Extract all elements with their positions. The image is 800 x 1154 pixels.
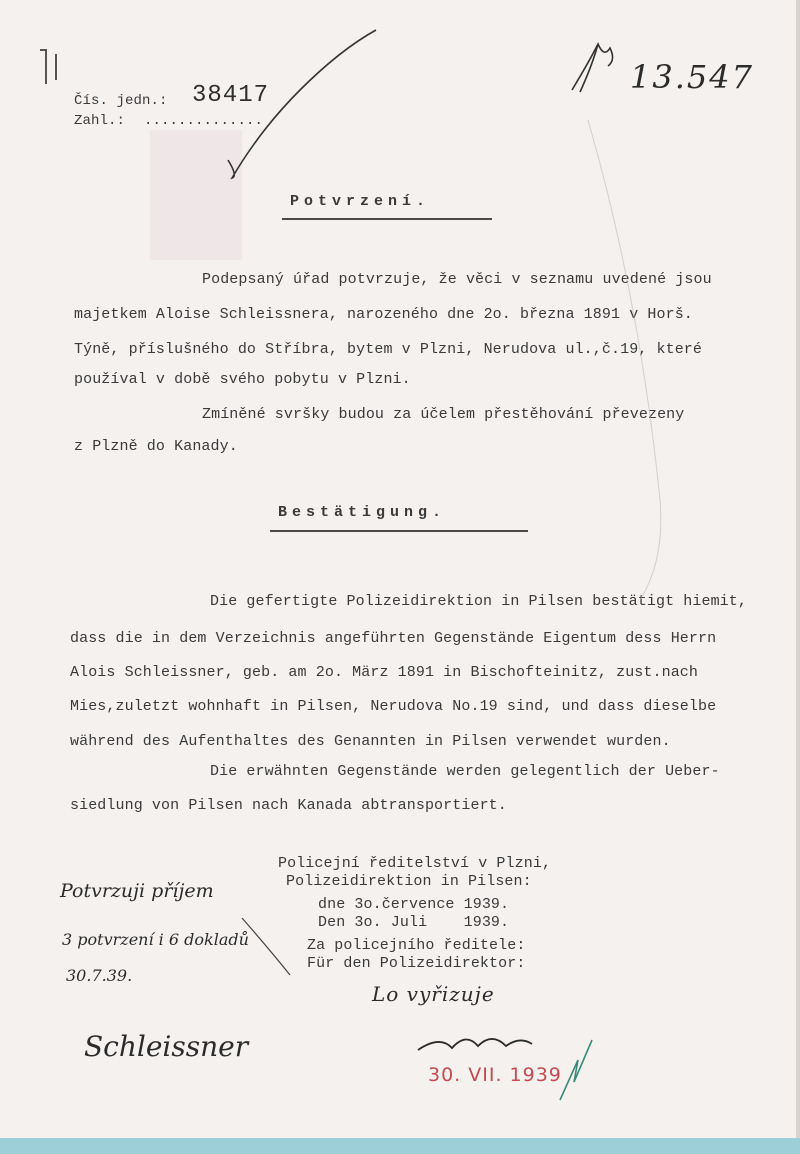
signature-block-line: dne 3o.července 1939. — [318, 896, 510, 913]
official-handwritten-note: Lo vyřizuje — [372, 982, 495, 1006]
date-stamp: 30. VII. 1939 — [428, 1064, 562, 1086]
ref-label: Čís. jedn.: — [74, 93, 168, 109]
bottom-band — [0, 1138, 800, 1154]
signature-block-line: Den 3o. Juli 1939. — [318, 914, 510, 931]
czech-line: Podepsaný úřad potvrzuje, že věci v seznamu uvedené jsou — [202, 271, 712, 288]
german-line: Alois Schleissner, geb. am 2o. März 1891 in Bischofteinitz, zust.nach — [70, 664, 699, 681]
german-heading: Bestätigung. — [278, 504, 447, 521]
czech-line: Zmíněné svršky budou za účelem přestěhování převezeny — [202, 406, 685, 423]
official-signature-stroke — [418, 1039, 532, 1050]
faint-pencil-line — [588, 120, 661, 600]
czech-line: majetkem Aloise Schleissnera, narozeného dne 2o. března 1891 v Horš. — [74, 306, 693, 323]
czech-line: Týně, příslušného do Stříbra, bytem v Plzni, Nerudova ul.,č.19, které — [74, 341, 703, 358]
german-line: Die gefertigte Polizeidirektion in Pilsen bestätigt hiemit, — [210, 593, 747, 610]
handwritten-note-line: 3 potvrzení i 6 dokladů — [62, 930, 249, 949]
signature-block-line: Polizeidirektion in Pilsen: — [286, 873, 532, 890]
signature-block-line: Policejní ředitelství v Plzni, — [278, 855, 552, 872]
ref-number: 38417 — [192, 82, 270, 109]
german-line: dass die in dem Verzeichnis angeführten Gegenstände Eigentum dess Herrn — [70, 630, 717, 647]
czech-line: používal v době svého pobytu v Plzni. — [74, 371, 411, 388]
german-line: Mies,zuletzt wohnhaft in Pilsen, Nerudova No.19 sind, und dass dieselbe — [70, 698, 717, 715]
german-line: siedlung von Pilsen nach Kanada abtransportiert. — [70, 797, 507, 814]
handwritten-note-line: Potvrzuji příjem — [60, 880, 214, 902]
signature-block-line: Für den Polizeidirektor: — [307, 955, 526, 972]
margin-mark — [40, 50, 56, 84]
note-stroke — [242, 918, 290, 975]
german-line: während des Aufenthaltes des Genannten in Pilsen verwendet wurden. — [70, 733, 671, 750]
signature-block-line: Za policejního ředitele: — [307, 937, 526, 954]
check-mark-stroke — [228, 30, 376, 178]
initials-stroke — [572, 44, 613, 92]
handwritten-note-line: 30.7.39. — [66, 966, 133, 985]
czech-line: z Plzně do Kanady. — [74, 438, 238, 455]
handwritten-signature: Schleissner — [84, 1030, 249, 1063]
green-mark — [560, 1040, 592, 1100]
zahl-dots: .............. — [144, 113, 264, 129]
page-edge — [796, 0, 800, 1140]
czech-heading: Potvrzení. — [290, 193, 431, 210]
handwritten-reference: 13.547 — [630, 58, 754, 96]
zahl-label: Zahl.: — [74, 113, 126, 129]
german-line: Die erwähnten Gegenstände werden gelegentlich der Ueber- — [210, 763, 720, 780]
